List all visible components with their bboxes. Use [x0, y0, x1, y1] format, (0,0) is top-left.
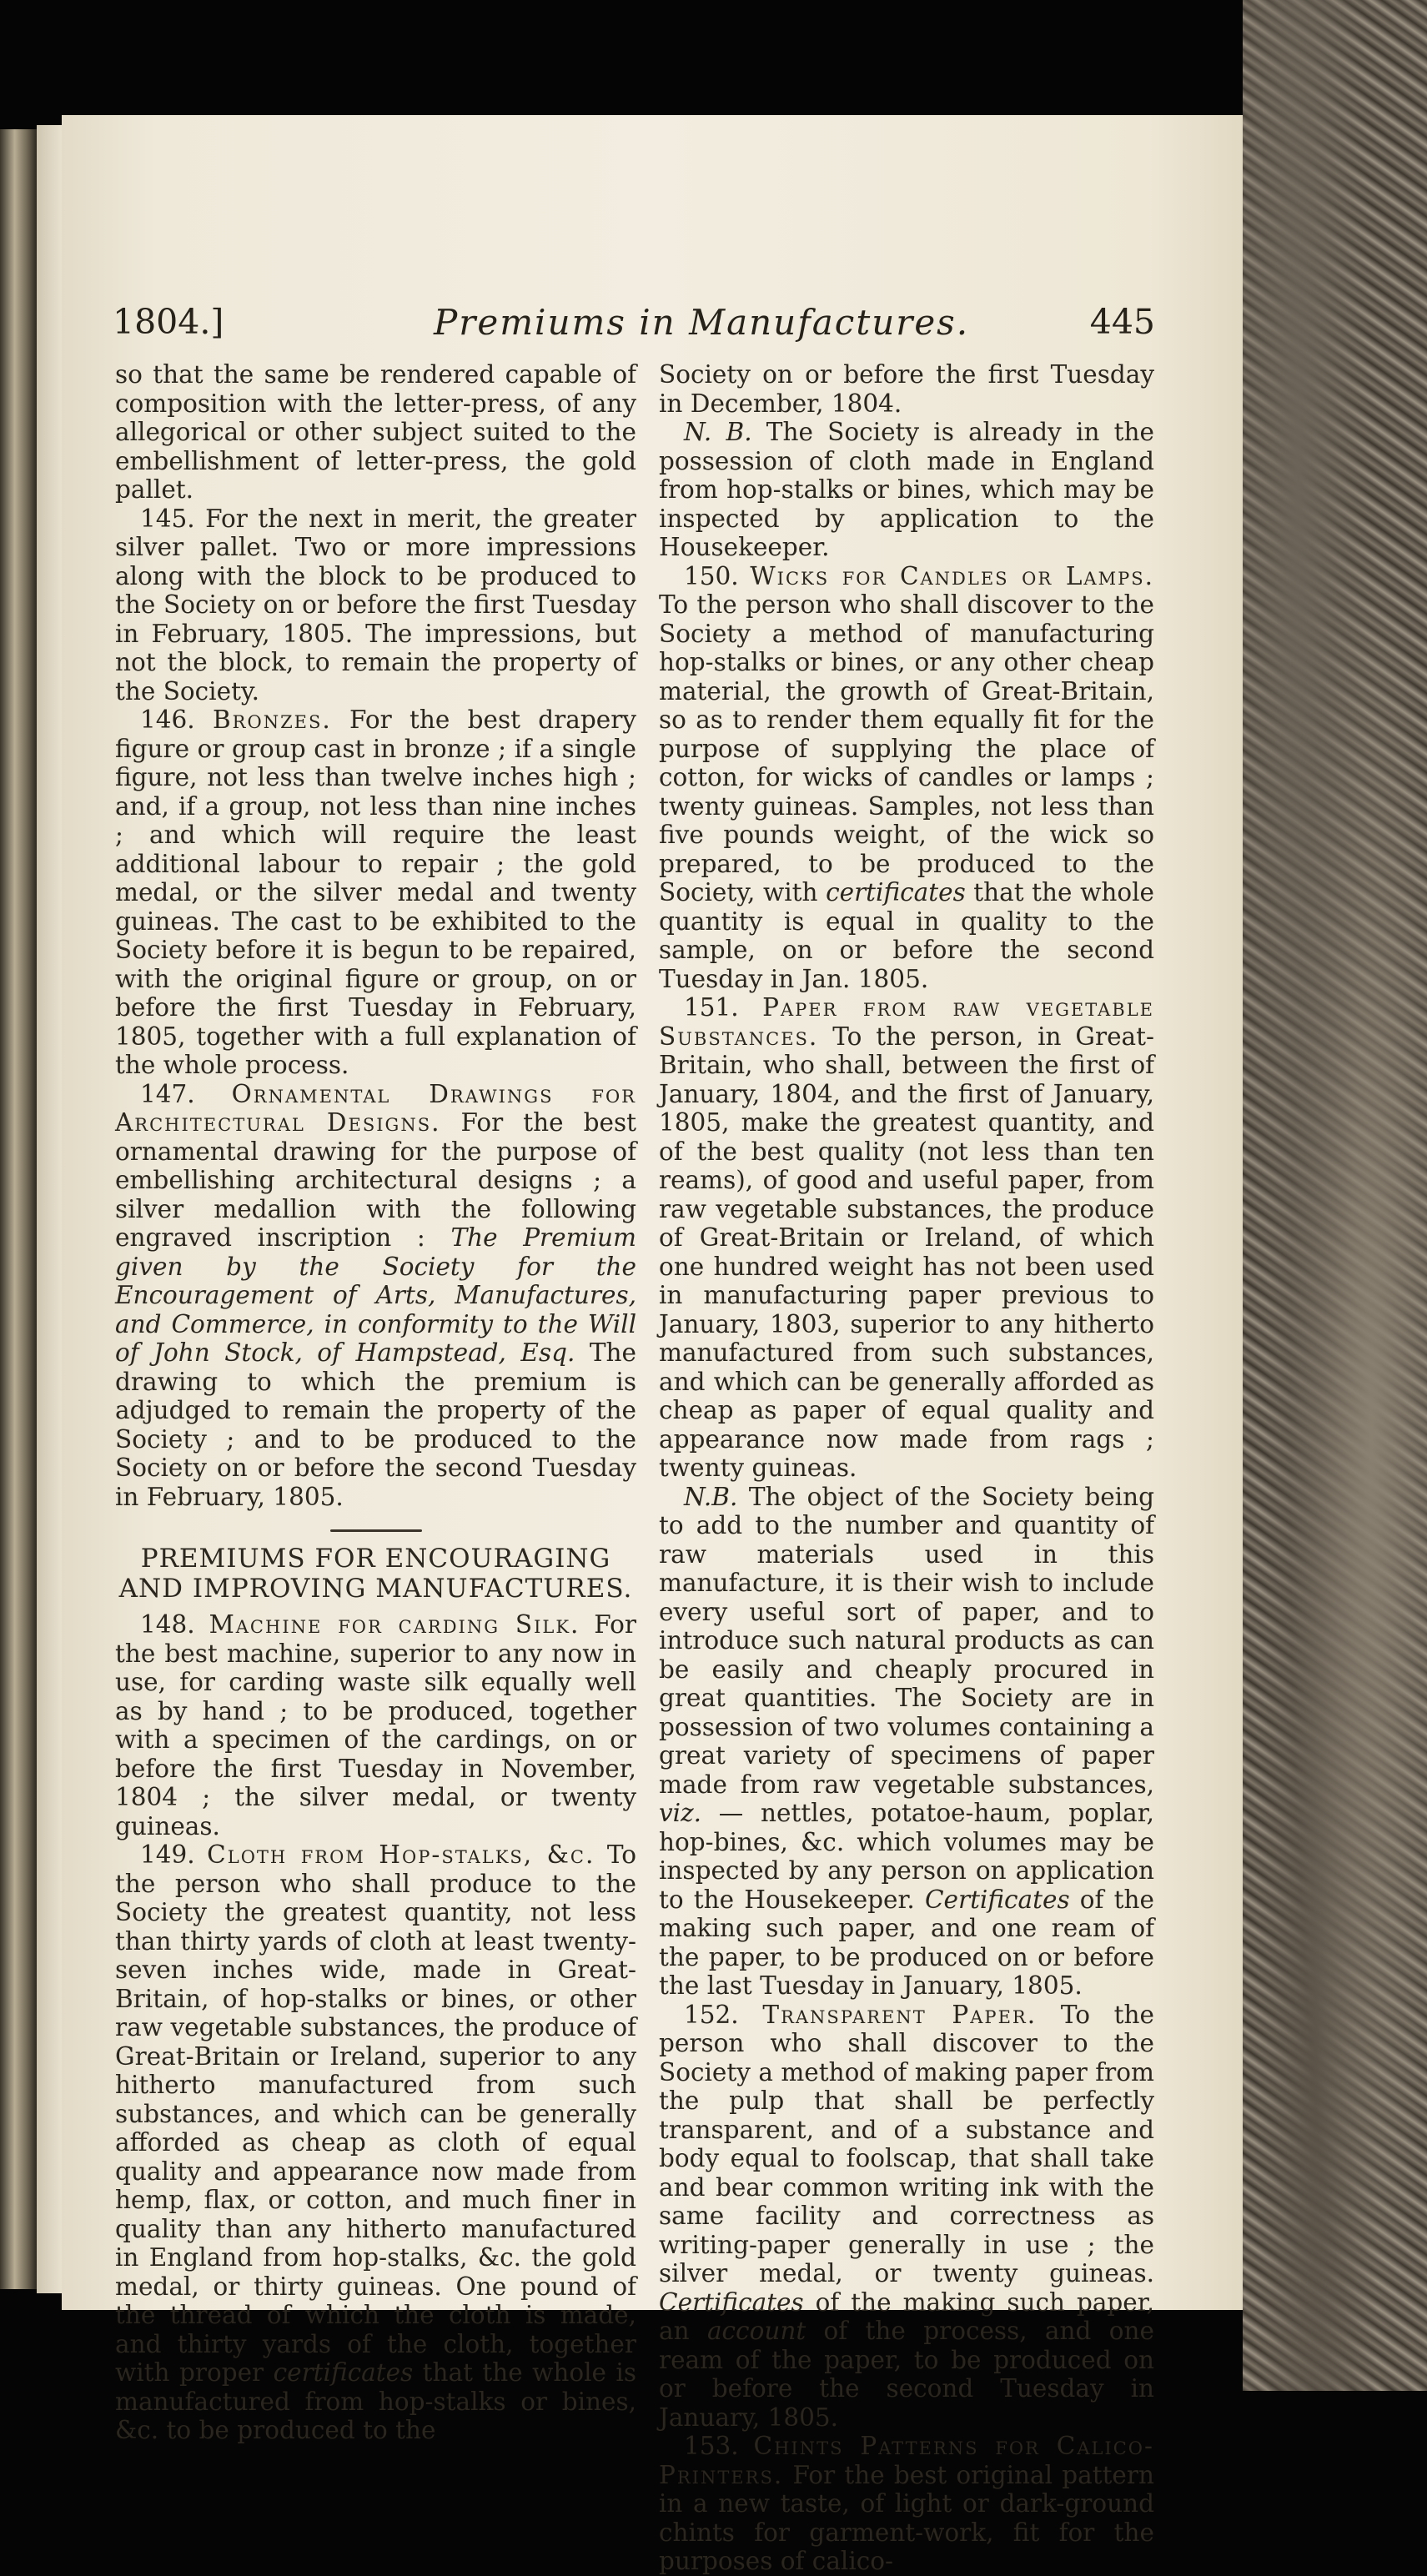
- item-number: 146.: [140, 706, 195, 734]
- paragraph-continuation: so that the same be rendered capable of composition with the letter-press, of any allegorical or other subject suited to the embellishment of letter-press, the gold pallet.: [115, 360, 636, 504]
- paragraph-146: [115, 706, 636, 1080]
- paragraph-151: [659, 993, 1154, 1483]
- item-number: 147.: [140, 1079, 195, 1108]
- item-number: 148.: [140, 1610, 195, 1639]
- italic-word: certificates: [273, 2358, 414, 2387]
- item-text: For the best machine, superior to any now in use, for carding waste silk equally well as by hand ; to be produced, together with a specimen of the cardings, on or before the first Tuesday in November, 1804 ; the silver medal, or twenty guineas.: [115, 1610, 636, 1840]
- item-title: Chints Patterns for Calico-Printers.: [659, 2432, 1154, 2489]
- item-text: of the process, and one ream of the paper, to be produced on or before the second Tuesday in January, 1805.: [659, 2317, 1154, 2432]
- paragraph-145: 145. For the next in merit, the greater silver pallet. Two or more impressions along with the block to be produced to the Society on or before the first Tuesday in February, 1805. The impressions, but not the block, to remain the property of the Society.: [115, 504, 636, 706]
- item-text: The drawing to which the premium is adjudged to remain the property of the Society ; and to be produced to the Society on or before the second Tuesday in February, 1805.: [115, 1338, 636, 1511]
- note-text: The object of the Society being to add to the number and quantity of raw materials used in this manufacture, it is their wish to include every useful sort of paper, and to introduce such natural products as can be easily and cheaply procured in great quantities. The Society are in possession of two volumes containing a great variety of specimens of paper made from raw vegetable substances,: [659, 1482, 1154, 1799]
- left-column: [115, 360, 636, 2445]
- note-text: — nettles, potatoe-haum, poplar, hop-bines, &c. which volumes may be inspected by any person on application to the Housekeeper.: [659, 1799, 1154, 1914]
- italic-word: Certificates: [659, 2287, 804, 2317]
- running-header: [113, 302, 1155, 352]
- note-text: of the making such paper, and one ream of the paper, to be produced on or before the last Tuesday in January, 1805.: [659, 1885, 1154, 2000]
- item-number: 151.: [684, 993, 739, 1022]
- paragraph-150: [659, 562, 1154, 994]
- note-nb-2: [659, 1483, 1154, 2001]
- item-text: For the best drapery figure or group cast in bronze ; if a single figure, not less than twelve inches high ; and, if a group, not less than nine inches ; and which will require the least additional labour to repair ; the gold medal, or the silver medal and twenty guineas. The cast to be exhibited to the Society before it is begun to be repaired, with the original figure or group, on or before the first Tuesday in February, 1805, together with a full explanation of the whole process.: [115, 706, 636, 1079]
- paragraph-148: [115, 1610, 636, 1840]
- note-label: N.B.: [684, 1482, 738, 1511]
- italic-word: account: [706, 2317, 806, 2345]
- italic-word: viz.: [659, 1799, 702, 1827]
- book-spine-edge: [0, 129, 37, 2289]
- note-nb-1: [659, 418, 1154, 562]
- item-number: 149.: [140, 1840, 195, 1869]
- item-text: For the best ornamental drawing for the purpose of embellishing architectural designs ; a silver medallion with the following engraved inscription :: [115, 1108, 637, 1252]
- previous-page-edge: [37, 125, 62, 2293]
- note-label: N. B.: [684, 418, 752, 446]
- header-title: Premiums in Manufactures.: [434, 302, 970, 343]
- item-text: of the making such paper, an: [659, 2287, 1154, 2345]
- paragraph-152: [659, 2001, 1154, 2433]
- paragraph-147: [115, 1080, 636, 1512]
- paragraph-continuation: Society on or before the first Tuesday in December, 1804.: [659, 360, 1154, 418]
- marbled-endpaper: [1243, 0, 1427, 2391]
- section-divider: [330, 1529, 422, 1532]
- item-text: that the whole quantity is equal in quality to the sample, on or before the second Tuesday in Jan. 1805.: [659, 878, 1154, 993]
- item-title: Bronzes.: [212, 706, 332, 734]
- italic-word: Certificates: [924, 1885, 1070, 1914]
- item-text: To the person who shall produce to the Society the greatest quantity, not less than thirty yards of cloth at least twenty-seven inches wide, made in Great-Britain, of hop-stalks or bines, or other raw vegetable substances, the produce of Great-Britain or Ireland, superior to any hitherto manufactured from such substances, and which can be generally afforded as cheap as cloth of equal quality and appearance now made from hemp, flax, or cotton, and much finer in quality than any hitherto manufactured in England from hop-stalks, &c. the gold medal, or thirty guineas. One pound of the thread of which the cloth is made, and thirty yards of the cloth, together with proper: [115, 1840, 636, 2387]
- paragraph-153: [659, 2432, 1154, 2576]
- item-number: 152.: [684, 2000, 739, 2029]
- item-title: Ornamental Drawings for Architectural Designs.: [115, 1079, 636, 1137]
- paragraph-149: [115, 1840, 636, 2445]
- page-number: 445: [1089, 302, 1155, 342]
- item-title: Cloth from Hop-stalks, &c.: [207, 1840, 595, 1869]
- item-text: that the whole is manufactured from hop-stalks or bines, &c. to be produced to the: [115, 2358, 636, 2444]
- note-text: The Society is already in the possession of cloth made in England from hop-stalks or bines, which may be inspected by application to the Housekeeper.: [659, 418, 1154, 561]
- item-title: Wicks for Candles or Lamps.: [750, 561, 1154, 590]
- header-year: 1804.]: [113, 302, 224, 342]
- item-text: To the person who shall discover to the Society a method of manufacturing hop-stalks or bines, or any other cheap material, the growth of Great-Britain, so as to render them equally fit for the purpose of supplying the place of cotton, for wicks of candles or lamps ; twenty guineas. Samples, not less than five pounds weight, of the wick so prepared, to be produced to the Society, with: [659, 590, 1154, 906]
- item-number: 153.: [684, 2432, 739, 2460]
- section-heading: PREMIUMS FOR ENCOURAGING AND IMPROVING MANUFACTURES.: [118, 1544, 633, 1604]
- item-number: 150.: [684, 561, 739, 590]
- item-title: Machine for carding Silk.: [209, 1610, 580, 1639]
- item-text: To the person, in Great-Britain, who shall, between the first of January, 1804, and the first of January, 1805, make the greatest quantity, and of the best quality (not less than ten reams), of good and useful paper, from raw vegetable substances, the produce of Great-Britain or Ireland, of which one hundred weight has not been used in manufacturing paper previous to January, 1803, superior to any hitherto manufactured from such substances, and which can be generally afforded as cheap as paper of equal quality and appearance now made from rags ; twenty guineas.: [659, 1022, 1154, 1482]
- item-text: For the best original pattern in a new taste, of light or dark-ground chints for garment-work, fit for the purposes of calico-: [659, 2460, 1154, 2575]
- item-text: To the person who shall discover to the Society a method of making paper from the pulp that shall be perfectly transparent, and of a substance and body equal to foolscap, that shall take and bear common writing ink with the same facility and correctness as writing-paper generally in use ; the silver medal, or twenty guineas.: [659, 2000, 1154, 2287]
- engraved-inscription: The Premium given by the Society for the Encouragement of Arts, Manufactures, and Commerce, in conformity to the Will of John Stock, of Hampstead, Esq.: [115, 1223, 636, 1367]
- item-title: Paper from raw vegetable Substances.: [659, 993, 1154, 1051]
- right-column: [659, 360, 1154, 2576]
- italic-word: certificates: [826, 878, 966, 906]
- item-title: Transparent Paper.: [762, 2000, 1038, 2029]
